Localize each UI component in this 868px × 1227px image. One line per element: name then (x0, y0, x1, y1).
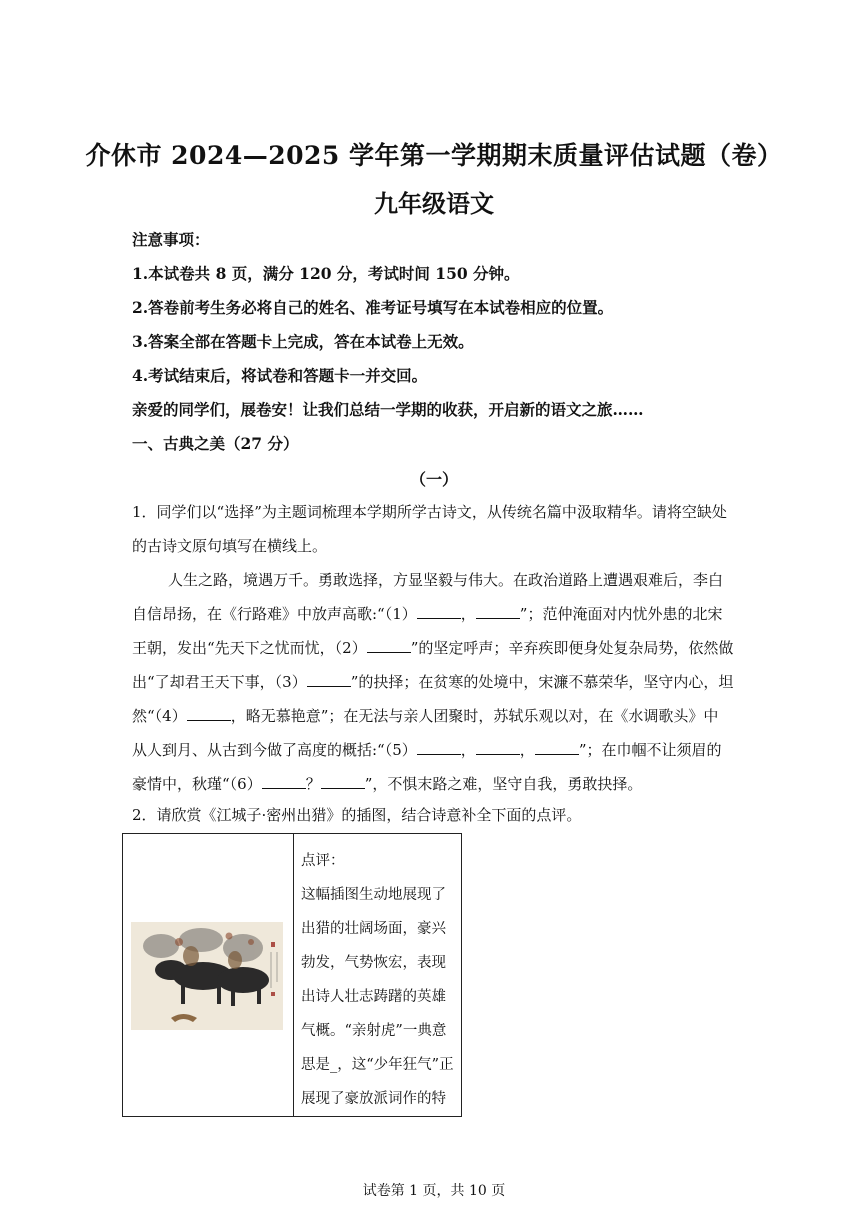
passage-line: 自信昂扬，在《行路难》中放声高歌:“（1） ， ”；范仲淹面对内忧外患的北宋 (132, 605, 723, 623)
notice-heading: 注意事项： (132, 230, 210, 249)
commentary-line: 出猎的壮阔场面，豪兴 (301, 921, 446, 937)
notice-item: 2.答卷前考生务必将自己的姓名、准考证号填写在本试卷相应的位置。 (132, 298, 614, 317)
hunting-scene-image (131, 922, 283, 1030)
answer-blank[interactable] (262, 774, 306, 789)
commentary-line: 思是_，这“少年狂气”正 (301, 1057, 454, 1073)
commentary-line: 勃发，气势恢宏，表现 (301, 955, 446, 971)
question-1 (132, 495, 736, 801)
commentary-line: 这幅插图生动地展现了 (301, 887, 446, 903)
answer-blank[interactable] (187, 706, 231, 721)
commentary-line: 点评： (301, 853, 345, 869)
passage-line: 然“（4） ，略无慕艳意”；在无法与亲人团聚时，苏轼乐观以对，在《水调歌头》中 (132, 707, 719, 725)
passage-line: 人生之路，境遇万千。勇敢选择，方显坚毅与伟大。在政治道路上遭遇艰难后，李白 (168, 571, 724, 589)
illustration-table (122, 833, 462, 1117)
notice-item: 3.答案全部在答题卡上完成，答在本试卷上无效。 (132, 332, 474, 351)
answer-blank[interactable] (476, 604, 520, 619)
answer-blank[interactable] (321, 774, 365, 789)
commentary-line: 展现了豪放派词作的特 (301, 1091, 446, 1107)
commentary-line: 气概。“亲射虎”一典意 (301, 1023, 447, 1039)
question-2-prompt: 2．请欣赏《江城子·密州出猎》的插图，结合诗意补全下面的点评。 (132, 806, 582, 824)
exam-subtitle: 九年级语文 (374, 189, 494, 218)
answer-blank[interactable] (417, 740, 461, 755)
section-heading: 一、古典之美（27 分） (132, 434, 299, 453)
answer-blank[interactable] (307, 672, 351, 687)
passage-line: 王朝，发出“先天下之忧而忧，（2） ”的坚定呼声；辛弃疾即便身处复杂局势，依然做 (132, 639, 734, 657)
commentary-cell (301, 844, 457, 1116)
answer-blank[interactable] (417, 604, 461, 619)
question-1-prompt: 1．同学们以“选择”为主题词梳理本学期所学古诗文，从传统名篇中汲取精华。请将空缺处 (132, 503, 727, 521)
answer-blank[interactable] (367, 638, 411, 653)
question-1-prompt: 的古诗文原句填写在横线上。 (132, 537, 328, 555)
commentary-line: 出诗人壮志踌躇的英雄 (301, 989, 446, 1005)
answer-blank[interactable] (535, 740, 579, 755)
part-label: （一） (409, 470, 458, 489)
greeting-line: 亲爱的同学们，展卷安！让我们总结一学期的收获，开启新的语文之旅…… (132, 400, 644, 419)
page-footer: 试卷第 1 页，共 10 页 (362, 1183, 506, 1199)
notice-item: 4.考试结束后，将试卷和答题卡一并交回。 (132, 366, 428, 385)
passage-line: 豪情中，秋瑾“（6） ？ ”，不惧末路之难，坚守自我，勇敢抉择。 (132, 775, 643, 793)
answer-blank[interactable] (476, 740, 520, 755)
hunting-painting (131, 922, 283, 1030)
exam-title: 介休市 2024—2025 学年第一学期期末质量评估试题（卷） (85, 141, 783, 170)
notice-item: 1.本试卷共 8 页，满分 120 分，考试时间 150 分钟。 (132, 264, 520, 283)
passage-line: 出“了却君王天下事，（3） ”的抉择；在贫寒的处境中，宋濂不慕荣华，坚守内心，坦 (132, 673, 734, 691)
illustration-cell (123, 834, 294, 1116)
passage-line: 从人到月、从古到今做了高度的概括:“（5） ， ， ”；在巾帼不让须眉的 (132, 741, 722, 759)
